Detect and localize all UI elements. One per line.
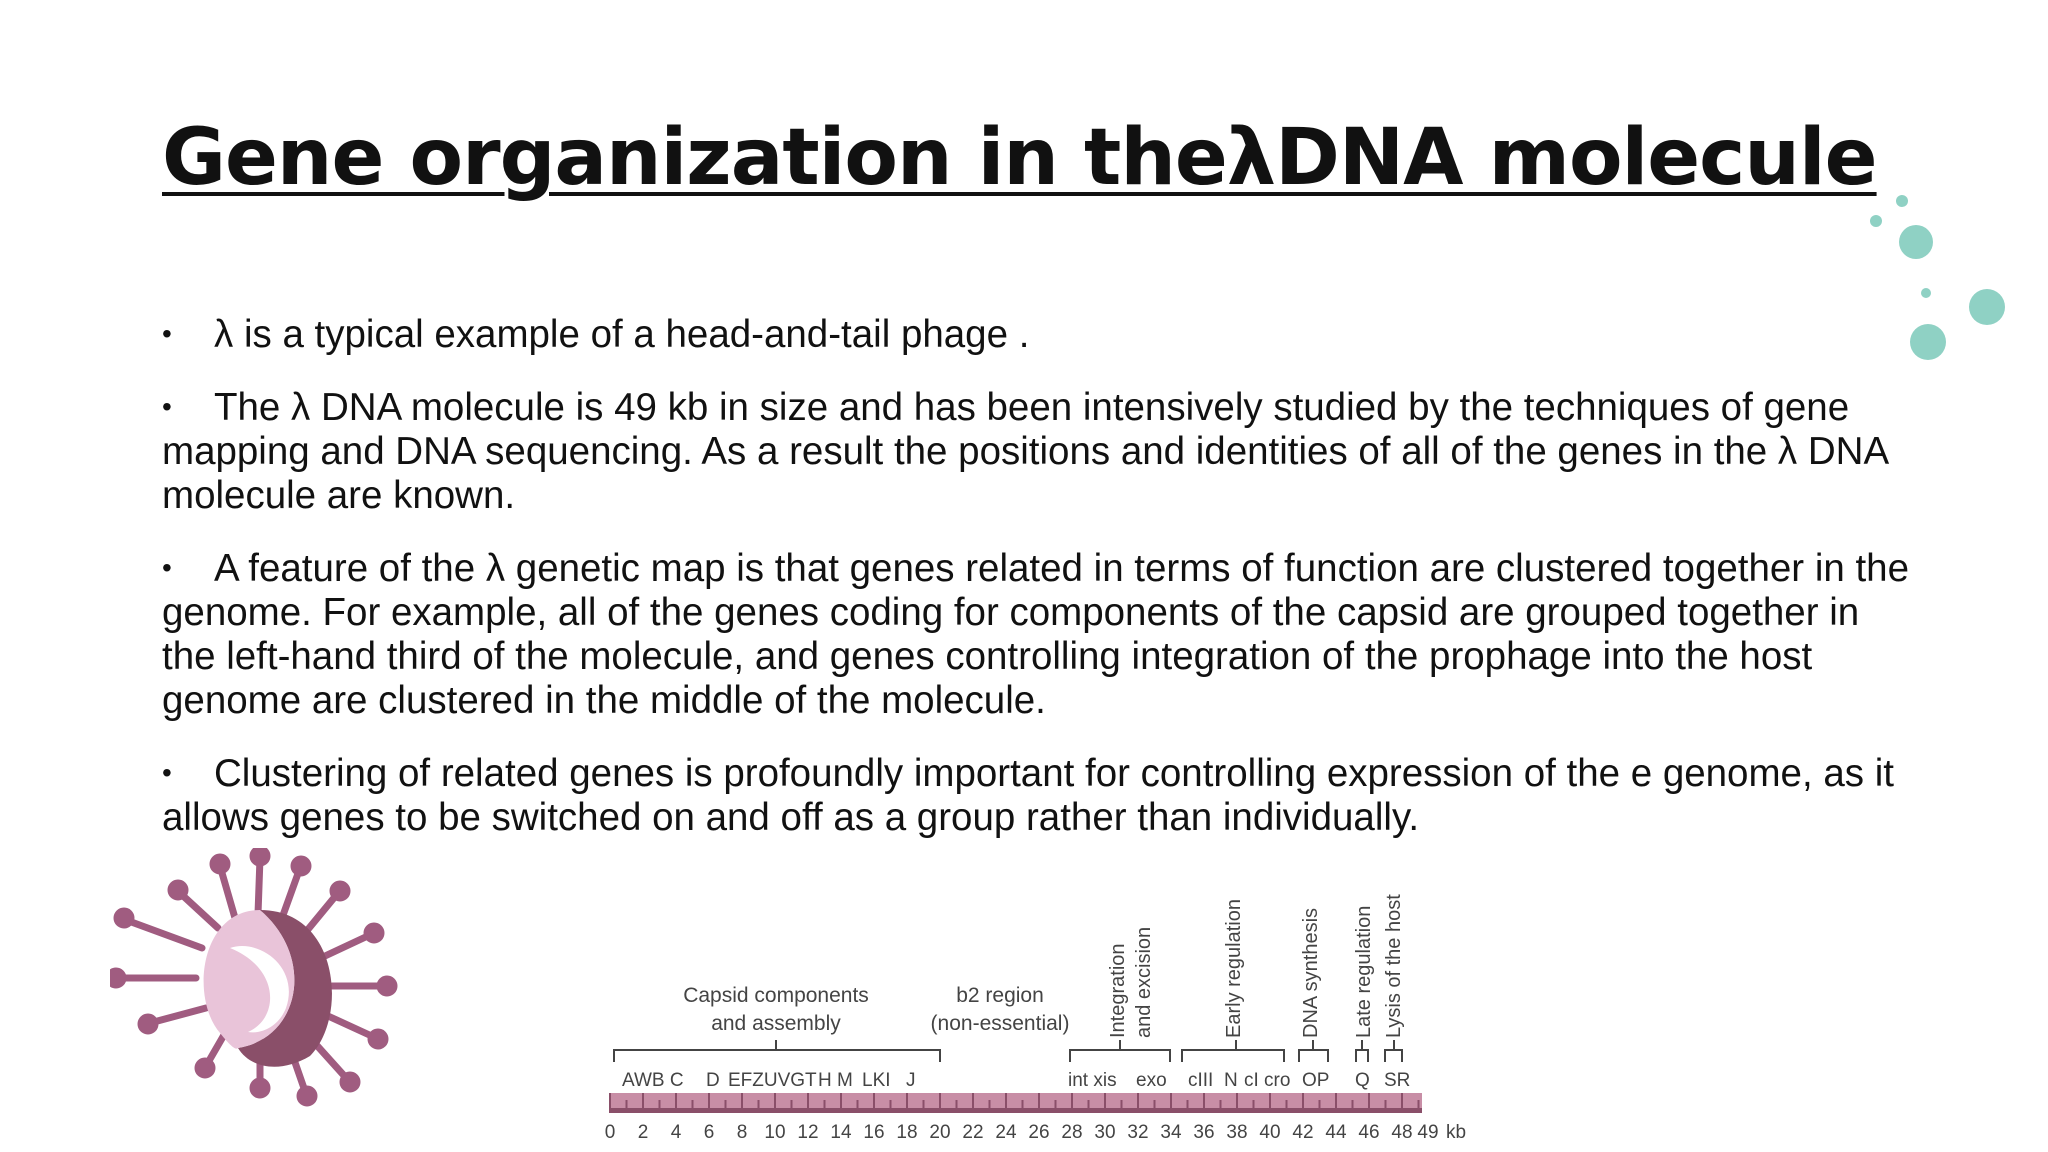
scale-tick-label: 6 [703, 1122, 715, 1143]
scale-tick-label: 4 [670, 1122, 682, 1143]
scale-tick-label: 42 [1292, 1122, 1314, 1143]
gene-label: cro [1264, 1070, 1291, 1091]
region-label-b2-2: (non-essential) [930, 1012, 1070, 1035]
scale-tick-label: 44 [1325, 1122, 1347, 1143]
bullet-item [162, 385, 1922, 518]
region-brackets [614, 1040, 1402, 1062]
scale-tick-label: 24 [995, 1122, 1017, 1143]
gene-label: SR [1384, 1070, 1411, 1091]
scale-tick-label: 36 [1193, 1122, 1215, 1143]
gene-label: Q [1355, 1070, 1370, 1091]
region-label-early-regulation: Early regulation [1223, 899, 1245, 1038]
scale-tick-label: 0 [604, 1122, 616, 1143]
scale-tick-label: 38 [1226, 1122, 1248, 1143]
scale-tick-label: 22 [962, 1122, 984, 1143]
gene-label: cIII [1188, 1070, 1214, 1091]
bullet-item [162, 312, 1922, 357]
region-label-late-regulation: Late regulation [1353, 905, 1375, 1038]
scale-tick-label: 32 [1127, 1122, 1149, 1143]
bullet-text: The λ DNA molecule is 49 kb in size and has been intensively studied by the techniques of gene mapping and DNA sequencing. As a result the positions and identities of all of the genes in the λ DNA molecule are known. [162, 386, 1888, 517]
region-label-excision: and excision [1133, 926, 1155, 1038]
scale-tick-label: 20 [929, 1122, 951, 1143]
bullet-list [162, 312, 1922, 868]
scale-tick-label: 48 [1391, 1122, 1413, 1143]
gene-label: cI [1244, 1070, 1259, 1091]
slide-title: Gene organization in theλDNA molecule [162, 113, 1877, 203]
scale-tick-label: 34 [1160, 1122, 1182, 1143]
scale-tick-label: 46 [1358, 1122, 1380, 1143]
gene-label: exo [1136, 1070, 1167, 1091]
lambda-gene-map [590, 860, 1490, 1152]
scale-tick-label: 12 [797, 1122, 819, 1143]
bullet-marker: • [162, 757, 172, 788]
gene-label: OP [1302, 1070, 1330, 1091]
scale-tick-label: kb [1445, 1122, 1467, 1143]
gene-label: AWB C [622, 1070, 684, 1091]
scale-tick-label: 2 [637, 1122, 649, 1143]
region-label-b2: b2 region [956, 984, 1044, 1007]
scale-tick-label: 14 [830, 1122, 852, 1143]
scale-tick-label: 18 [896, 1122, 918, 1143]
gene-label: int xis [1068, 1070, 1117, 1091]
region-label-capsid: Capsid components [683, 984, 869, 1007]
bullet-marker: • [162, 318, 172, 349]
region-label-capsid-2: and assembly [711, 1012, 841, 1035]
bullet-item [162, 546, 1922, 723]
bullet-item [162, 751, 1922, 840]
scale-tick-label: 28 [1061, 1122, 1083, 1143]
scale-tick-label: 8 [736, 1122, 748, 1143]
phage-virus-icon [110, 848, 400, 1108]
region-label-lysis: Lysis of the host [1383, 894, 1405, 1038]
gene-label: D [706, 1070, 720, 1091]
scale-tick-label: 16 [863, 1122, 885, 1143]
scale-tick-label: 10 [764, 1122, 786, 1143]
bullet-marker: • [162, 391, 172, 422]
bullet-text: Clustering of related genes is profoundly important for controlling expression of the e genome, as it allows genes to be switched on and off as a group rather than individually. [162, 752, 1894, 839]
scale-tick-label: 40 [1259, 1122, 1281, 1143]
bullet-text: λ is a typical example of a head-and-tail phage . [214, 313, 1030, 356]
dna-bar-shadow [610, 1108, 1422, 1113]
region-label-dna-synthesis: DNA synthesis [1300, 907, 1322, 1038]
bullet-text: A feature of the λ genetic map is that genes related in terms of function are clustered together in the genome. For example, all of the genes coding for components of the capsid are grouped together in the left-hand third of the molecule, and genes controlling integration of the prophage into the host genome are clustered in the middle of the molecule. [162, 547, 1909, 722]
bullet-marker: • [162, 552, 172, 583]
scale-tick-label: 30 [1094, 1122, 1116, 1143]
scale-tick-label: 49 [1417, 1122, 1439, 1143]
region-label-integration: Integration [1107, 943, 1129, 1038]
gene-label: EFZUVGT [728, 1070, 817, 1091]
gene-label: N [1224, 1070, 1238, 1091]
gene-label: H M [818, 1070, 853, 1091]
gene-label: LKI [862, 1070, 891, 1091]
scale-tick-label: 26 [1028, 1122, 1050, 1143]
gene-label: J [906, 1070, 916, 1091]
